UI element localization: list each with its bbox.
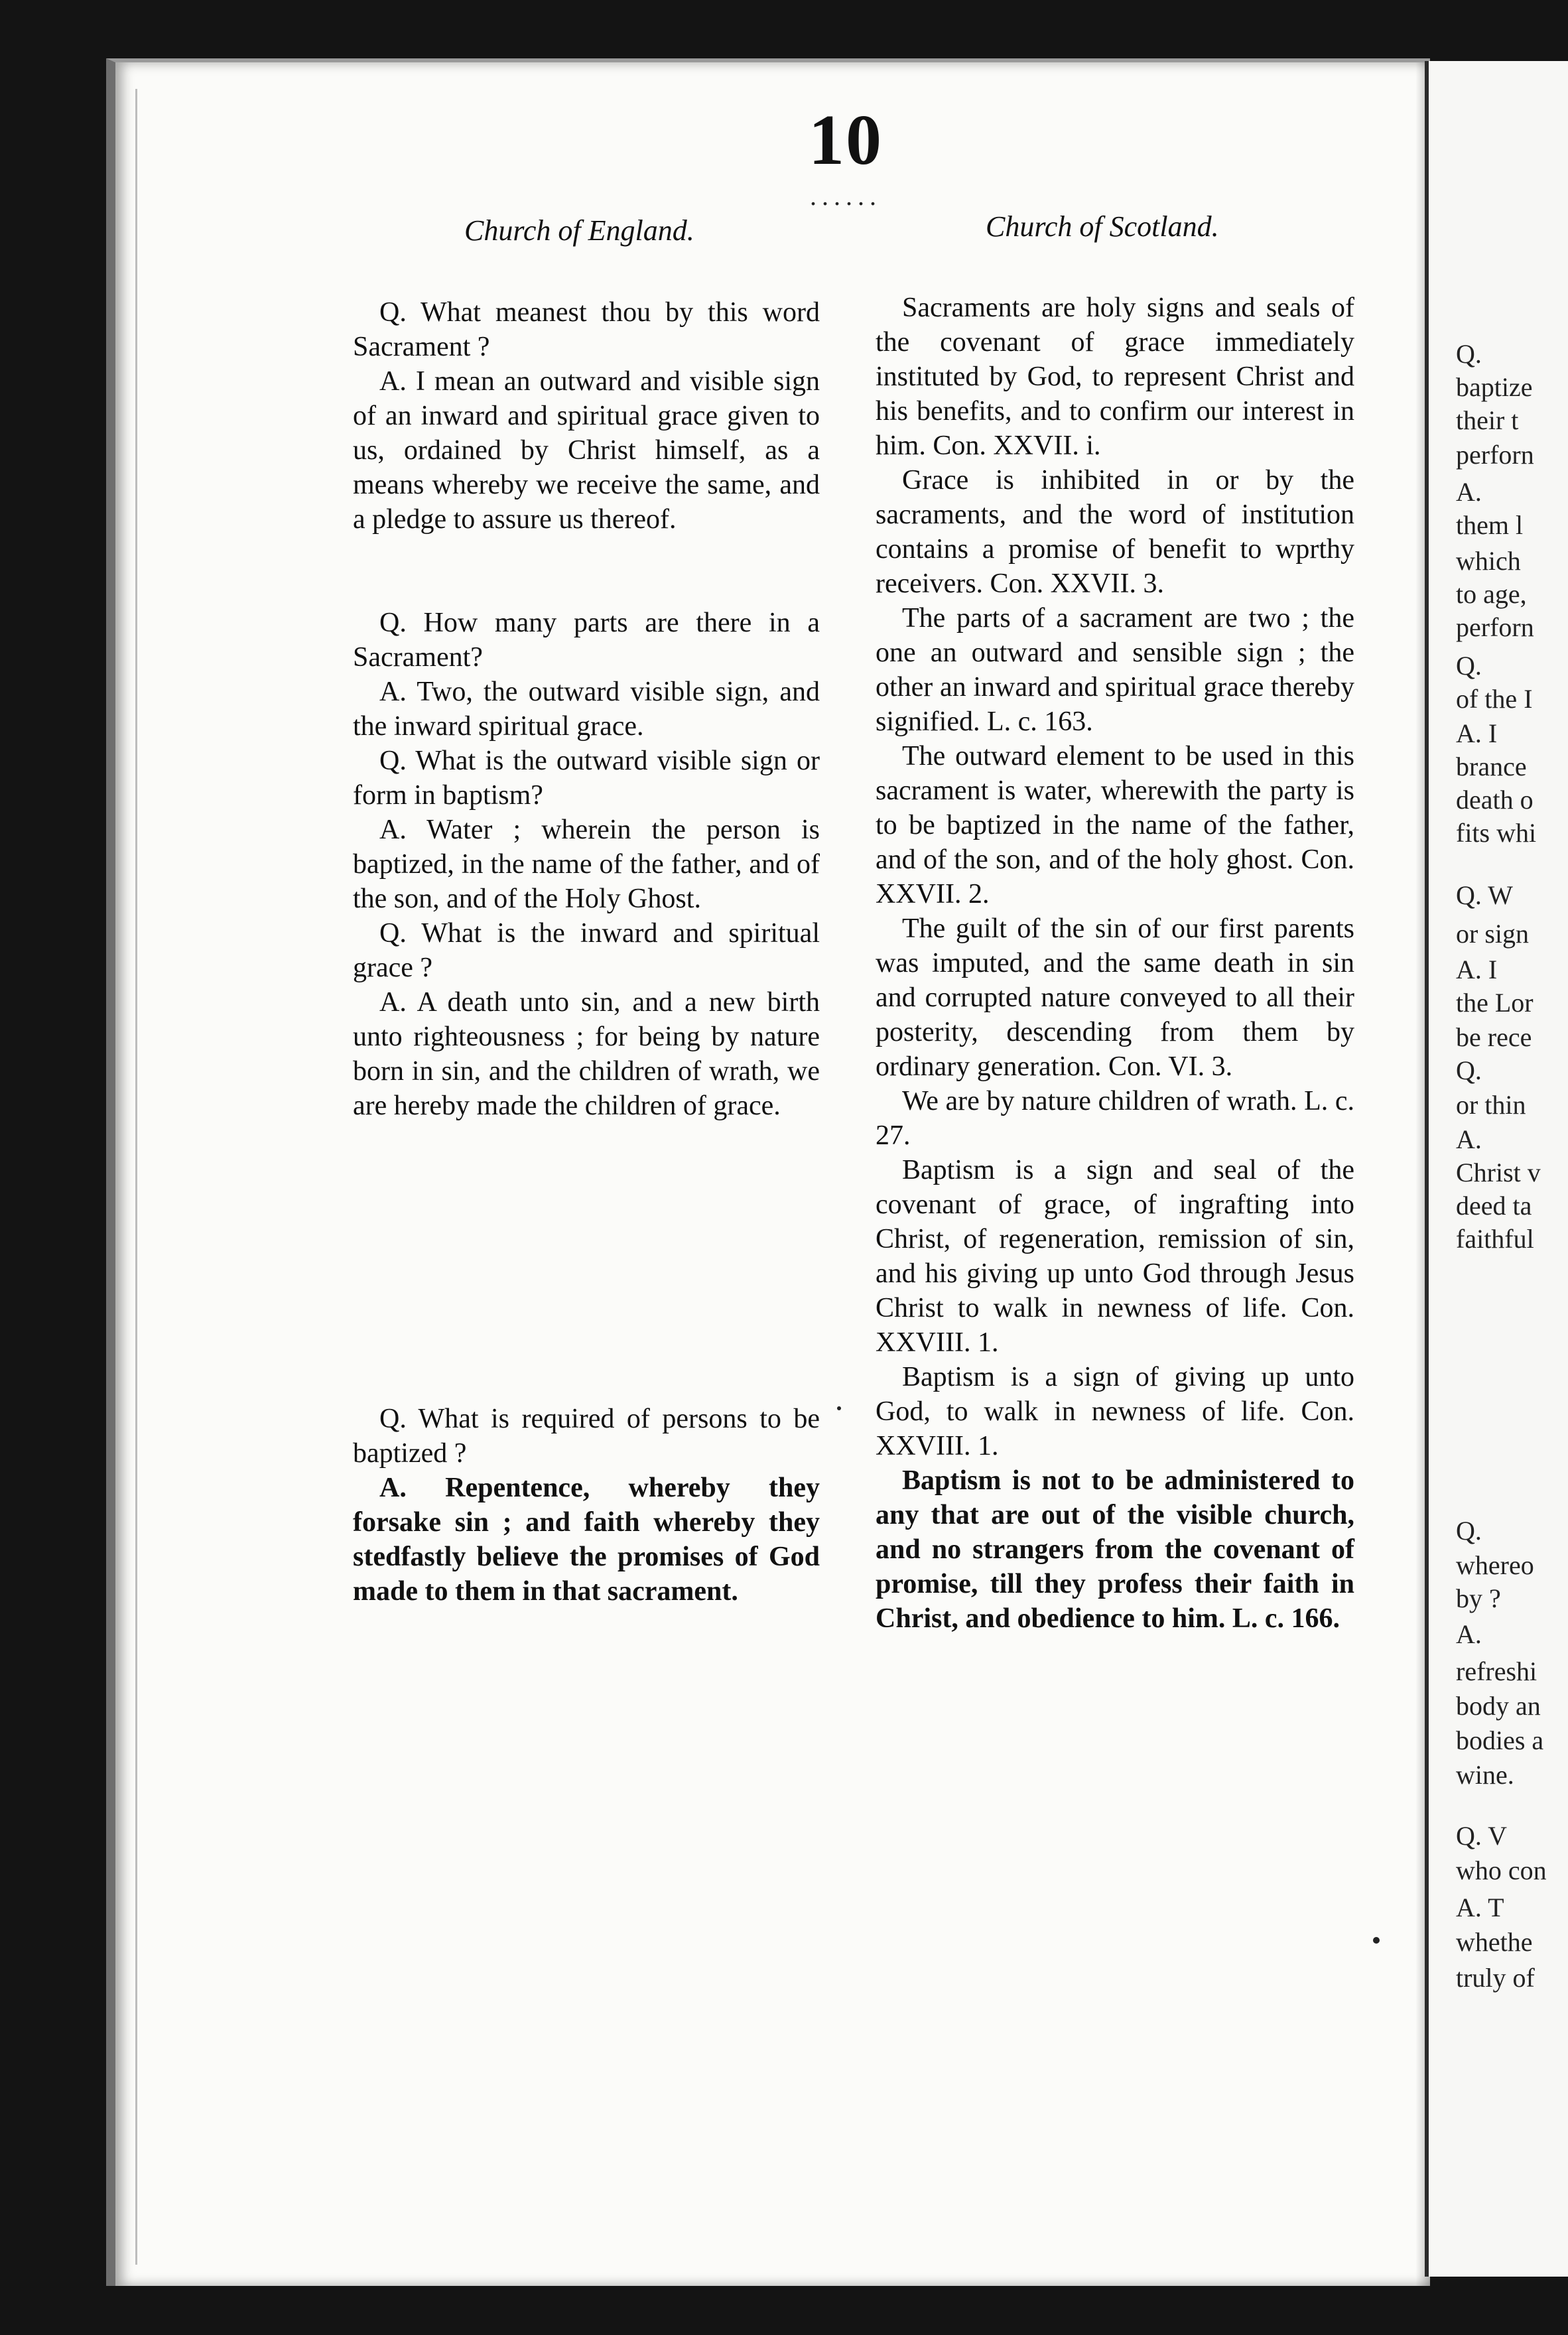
catechism-answer: A. I mean an outward and visible sign of an inward and spiritual grace given to us, ordained by Christ himself, as a means whereby we receive the same, and a pledge to assure us thereof. [353, 366, 820, 535]
next-page-fragment: baptize [1456, 372, 1533, 402]
next-page-fragment: of the I [1456, 684, 1533, 714]
page-number-ornament: ...... [810, 181, 882, 211]
confession-paragraph: Baptism is a sign of giving up unto God, to walk in newness of life. Con. XXVIII. 1. [876, 1362, 1354, 1461]
next-page-fragment: the Lor [1456, 988, 1534, 1018]
column-header-left: Church of England. [464, 214, 694, 247]
next-page-fragment: refreshi [1456, 1656, 1537, 1686]
next-page-fragment: body an [1456, 1691, 1541, 1721]
next-page-fragment: Q. [1456, 1055, 1482, 1085]
next-page-fragment: their t [1456, 405, 1519, 435]
next-page-fragment: A. T [1456, 1893, 1504, 1922]
next-page-fragment: A. [1456, 477, 1482, 507]
left-column-catechism [353, 295, 820, 1609]
catechism-question: Q. What is the inward and spiritual grace ? [353, 918, 820, 983]
confession-paragraph: The guilt of the sin of our first parents was imputed, and the same death in sin and corrupted nature conveyed to all their posterity, descending from them by ordinary generation. Con. VI. 3. [876, 913, 1354, 1082]
next-page-fragment: whethe [1456, 1927, 1533, 1957]
next-page-fragment: death o [1456, 785, 1534, 815]
next-page-fragment: deed ta [1456, 1191, 1532, 1221]
confession-paragraph: We are by nature children of wrath. L. c. 27. [876, 1086, 1354, 1151]
next-page-fragment: whereo [1456, 1550, 1534, 1580]
next-page-fragment: Q. V [1456, 1821, 1508, 1851]
page-number: 10 [809, 101, 883, 180]
next-page-fragment: be rece [1456, 1022, 1532, 1052]
column-header-right: Church of Scotland. [986, 210, 1219, 243]
next-page-fragment: bodies a [1456, 1725, 1544, 1755]
ink-speck [1373, 1937, 1380, 1944]
catechism-question: Q. What meanest thou by this word Sacrament ? [353, 297, 820, 362]
catechism-answer: A. A death unto sin, and a new birth unto righteousness ; for being by nature born in sin, and the children of wrath, we are hereby made the children of grace. [353, 987, 820, 1121]
next-page-fragment: wine. [1456, 1760, 1514, 1790]
next-page-fragment: brance [1456, 752, 1527, 781]
confession-paragraph: The parts of a sacrament are two ; the one an outward and sensible sign ; the other an inward and spiritual grace thereby signified. L. c. 163. [876, 603, 1354, 737]
next-page-fragment: which [1456, 546, 1521, 576]
next-page-fragment: A. I [1456, 955, 1498, 984]
next-page-fragment: A. I [1456, 718, 1498, 748]
next-page-fragment: truly of [1456, 1963, 1535, 1993]
next-page-fragment: A. [1456, 1124, 1482, 1154]
next-page-fragment: perforn [1456, 612, 1534, 642]
page-spine-line [135, 89, 137, 2265]
confession-paragraph: The outward element to be used in this sacrament is water, wherewith the party is to be baptized in the name of the father, and of the son, and of the holy ghost. Con. XXVII. 2. [876, 741, 1354, 909]
next-page-fragment: Q. [1456, 1516, 1482, 1546]
right-column-confession [876, 291, 1354, 1636]
next-page-fragment: or thin [1456, 1090, 1526, 1120]
confession-paragraph: Sacraments are holy signs and seals of the covenant of grace immediately instituted by God, to represent Christ and his benefits, and to confirm our interest in him. Con. XXVII. i. [876, 293, 1354, 461]
next-page-fragment: by ? [1456, 1583, 1501, 1613]
catechism-answer: A. Water ; wherein the person is baptized, in the name of the father, and of the son, and of the Holy Ghost. [353, 815, 820, 914]
catechism-question: Q. What is required of persons to be baptized ? [353, 1404, 820, 1469]
next-page-fragment: Q. [1456, 651, 1482, 681]
next-page-fragment: perforn [1456, 440, 1534, 470]
next-page-fragment: A. [1456, 1619, 1482, 1649]
confession-paragraph: Baptism is not to be administered to any that are out of the visible church, and no strangers from the covenant of promise, till they profess their faith in Christ, and obedience to him. L. c. 166. [876, 1465, 1354, 1634]
catechism-answer: A. Repentence, whereby they forsake sin ; and faith whereby they stedfastly believe the promises of God made to them in that sacrament. [353, 1473, 820, 1607]
confession-paragraph: Grace is inhibited in or by the sacraments, and the word of institution contains a promise of benefit to wprthy receivers. Con. XXVII. 3. [876, 465, 1354, 599]
next-page-fragment: them l [1456, 510, 1524, 540]
ink-speck [837, 1406, 841, 1410]
next-page-fragment: Q. [1456, 339, 1482, 369]
confession-paragraph: Baptism is a sign and seal of the covenant of grace, of ingrafting into Christ, of regeneration, remission of sin, and his giving up unto God through Jesus Christ to walk in newness of life. Con. XXVIII. 1. [876, 1155, 1354, 1358]
next-page-fragment: Q. W [1456, 880, 1513, 910]
next-page-fragment: faithful [1456, 1224, 1534, 1254]
catechism-answer: A. Two, the outward visible sign, and the inward spiritual grace. [353, 677, 820, 742]
catechism-question: Q. How many parts are there in a Sacrament? [353, 608, 820, 673]
next-page-fragment: to age, [1456, 579, 1527, 609]
next-page-fragment: who con [1456, 1855, 1547, 1885]
next-page-fragment: or sign [1456, 919, 1529, 949]
catechism-question: Q. What is the outward visible sign or form in baptism? [353, 746, 820, 811]
next-page-fragment: Christ v [1456, 1158, 1541, 1187]
next-page-fragment: fits whi [1456, 818, 1537, 848]
